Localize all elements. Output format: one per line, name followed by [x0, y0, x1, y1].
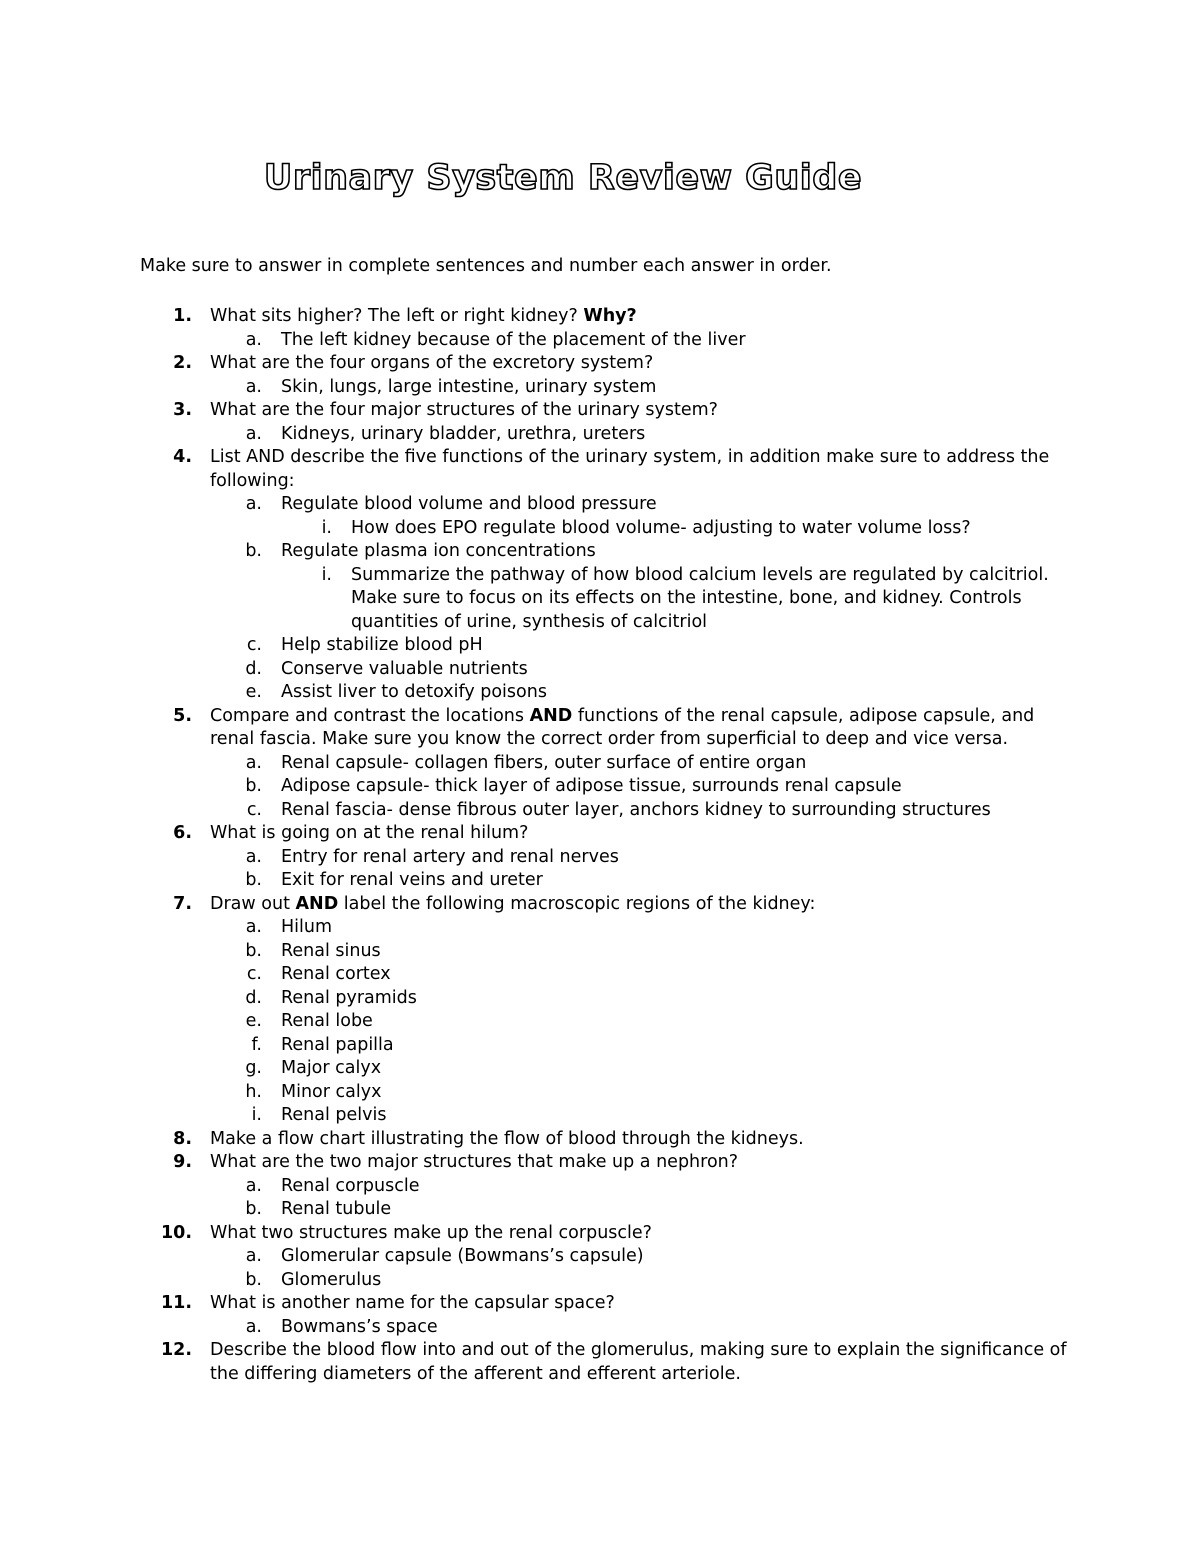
list-item	[0, 775, 1200, 799]
item-text: following:	[210, 470, 295, 491]
list-item	[0, 540, 1200, 564]
item-text: quantities of urine, synthesis of calcitriol	[351, 611, 708, 632]
item-text: Make sure to focus on its effects on the intestine, bone, and kidney. Controls	[351, 588, 1022, 608]
item-number: i.	[251, 1105, 262, 1125]
list-item	[0, 1245, 1200, 1269]
item-text: Renal pyramids	[281, 987, 417, 1008]
list-item	[0, 1104, 1200, 1128]
list-item	[0, 1010, 1200, 1034]
emphasis-text: Why?	[583, 306, 637, 326]
emphasis-text: AND	[529, 705, 573, 726]
question-item	[0, 1151, 1200, 1175]
item-text: What sits higher? The left or right kidney? Why?	[210, 306, 637, 326]
item-number: a.	[245, 329, 262, 350]
item-number: a.	[245, 752, 262, 773]
list-item	[0, 1198, 1200, 1222]
item-text: What are the four major structures of the urinary system?	[210, 400, 718, 420]
item-text: Renal cortex	[281, 964, 391, 984]
item-number: a.	[245, 846, 262, 867]
item-number: b.	[245, 776, 262, 796]
item-text: Assist liver to detoxify poisons	[281, 682, 547, 702]
question-item	[0, 446, 1200, 470]
item-text: How does EPO regulate blood volume- adjusting to water volume loss?	[351, 517, 971, 538]
item-number: b.	[245, 870, 262, 890]
item-text: Exit for renal veins and ureter	[281, 870, 543, 890]
item-number: e.	[245, 1011, 262, 1031]
item-number: c.	[246, 799, 262, 820]
item-number: a.	[245, 1175, 262, 1196]
item-text: What two structures make up the renal corpuscle?	[210, 1222, 652, 1243]
item-number: 5.	[173, 705, 192, 726]
list-item	[0, 564, 1200, 588]
question-item	[0, 822, 1200, 846]
question-item	[0, 399, 1200, 423]
item-number: i.	[321, 517, 332, 538]
item-text: Glomerulus	[281, 1269, 382, 1290]
emphasis-text: AND	[295, 893, 339, 914]
list-item	[0, 869, 1200, 893]
item-number: 3.	[173, 400, 192, 420]
list-item	[0, 1034, 1200, 1058]
item-number: a.	[245, 423, 262, 444]
item-text: Entry for renal artery and renal nerves	[281, 846, 619, 867]
list-item	[0, 329, 1200, 353]
list-item	[0, 611, 1200, 635]
list-item	[0, 1175, 1200, 1199]
item-text: Help stabilize blood pH	[281, 635, 483, 655]
item-number: e.	[245, 682, 262, 702]
item-number: d.	[245, 658, 262, 679]
item-text: Regulate blood volume and blood pressure	[281, 494, 657, 514]
item-text: Describe the blood flow into and out of the glomerulus, making sure to explain the significance of	[210, 1340, 1067, 1360]
list-item	[0, 846, 1200, 870]
question-item	[0, 1339, 1200, 1363]
item-text: Summarize the pathway of how blood calcium levels are regulated by calcitriol.	[351, 564, 1049, 585]
item-text: Minor calyx	[281, 1081, 382, 1102]
item-text: Glomerular capsule (Bowmans’s capsule)	[281, 1246, 644, 1266]
item-text: renal fascia. Make sure you know the correct order from superficial to deep and vice versa.	[210, 729, 1009, 749]
item-text: What are the two major structures that make up a nephron?	[210, 1152, 739, 1172]
item-number: 4.	[173, 447, 192, 467]
item-number: b.	[245, 541, 262, 561]
list-item	[0, 634, 1200, 658]
item-text: Renal fascia- dense fibrous outer layer, anchors kidney to surrounding structures	[281, 799, 991, 820]
list-item	[0, 1363, 1200, 1387]
item-text: Renal corpuscle	[281, 1175, 420, 1196]
list-item	[0, 470, 1200, 494]
item-number: g.	[245, 1058, 262, 1078]
question-item	[0, 705, 1200, 729]
page-title: Urinary System Review Guide	[263, 158, 863, 198]
item-text: Renal lobe	[281, 1011, 373, 1031]
item-text: Conserve valuable nutrients	[281, 658, 528, 679]
list-item	[0, 916, 1200, 940]
item-number: 7.	[173, 893, 192, 914]
item-text: Draw out AND label the following macroscopic regions of the kidney:	[210, 893, 816, 914]
item-text: List AND describe the five functions of the urinary system, in addition make sure to address the	[210, 447, 1050, 467]
list-item	[0, 1081, 1200, 1105]
item-number: 11.	[160, 1293, 192, 1313]
item-text: Hilum	[281, 917, 333, 937]
item-text: Bowmans’s space	[281, 1316, 438, 1337]
item-text: Major calyx	[281, 1058, 382, 1078]
list-item	[0, 1316, 1200, 1340]
item-text: Renal pelvis	[281, 1105, 387, 1125]
list-item	[0, 1269, 1200, 1293]
item-text: The left kidney because of the placement of the liver	[281, 329, 746, 350]
question-item	[0, 1128, 1200, 1152]
item-text: Renal sinus	[281, 940, 381, 961]
list-item	[0, 681, 1200, 705]
item-number: 1.	[173, 306, 192, 326]
item-number: h.	[245, 1081, 262, 1102]
item-number: 12.	[160, 1340, 192, 1360]
item-text: Compare and contrast the locations AND functions of the renal capsule, adipose capsule, and	[210, 705, 1035, 726]
question-item	[0, 893, 1200, 917]
item-number: 6.	[173, 823, 192, 843]
list-item	[0, 799, 1200, 823]
item-number: a.	[245, 494, 262, 514]
item-number: b.	[245, 940, 262, 961]
item-text: What are the four organs of the excretory system?	[210, 353, 654, 373]
list-item	[0, 587, 1200, 611]
item-number: a.	[245, 376, 262, 397]
question-item	[0, 352, 1200, 376]
item-text: Renal capsule- collagen fibers, outer surface of entire organ	[281, 752, 807, 773]
item-number: 2.	[173, 353, 192, 373]
item-number: 8.	[173, 1128, 192, 1149]
item-text: What is going on at the renal hilum?	[210, 823, 529, 843]
item-text: Make a flow chart illustrating the flow of blood through the kidneys.	[210, 1128, 804, 1149]
list-item	[0, 940, 1200, 964]
item-text: Renal tubule	[281, 1199, 392, 1219]
list-item	[0, 752, 1200, 776]
list-item	[0, 963, 1200, 987]
item-number: i.	[321, 564, 332, 585]
question-item	[0, 305, 1200, 329]
question-item	[0, 1222, 1200, 1246]
list-item	[0, 376, 1200, 400]
item-text: Adipose capsule- thick layer of adipose tissue, surrounds renal capsule	[281, 776, 902, 796]
instructions-text: Make sure to answer in complete sentences and number each answer in order.	[140, 256, 832, 276]
list-item	[0, 728, 1200, 752]
item-number: c.	[246, 964, 262, 984]
question-list	[0, 305, 1200, 1386]
item-number: a.	[245, 917, 262, 937]
item-text: the differing diameters of the afferent and efferent arteriole.	[210, 1363, 741, 1384]
list-item	[0, 493, 1200, 517]
item-text: What is another name for the capsular space?	[210, 1293, 615, 1313]
item-number: c.	[246, 635, 262, 655]
list-item	[0, 423, 1200, 447]
item-text: Kidneys, urinary bladder, urethra, ureters	[281, 423, 646, 444]
list-item	[0, 1057, 1200, 1081]
item-number: f.	[251, 1034, 262, 1055]
item-number: b.	[245, 1269, 262, 1290]
list-item	[0, 517, 1200, 541]
item-number: d.	[245, 987, 262, 1008]
item-number: 10.	[160, 1222, 192, 1243]
item-text: Skin, lungs, large intestine, urinary system	[281, 376, 657, 397]
item-text: Regulate plasma ion concentrations	[281, 541, 596, 561]
list-item	[0, 658, 1200, 682]
item-number: b.	[245, 1199, 262, 1219]
item-number: a.	[245, 1246, 262, 1266]
item-number: a.	[245, 1316, 262, 1337]
item-number: 9.	[173, 1152, 192, 1172]
list-item	[0, 987, 1200, 1011]
question-item	[0, 1292, 1200, 1316]
item-text: Renal papilla	[281, 1034, 394, 1055]
